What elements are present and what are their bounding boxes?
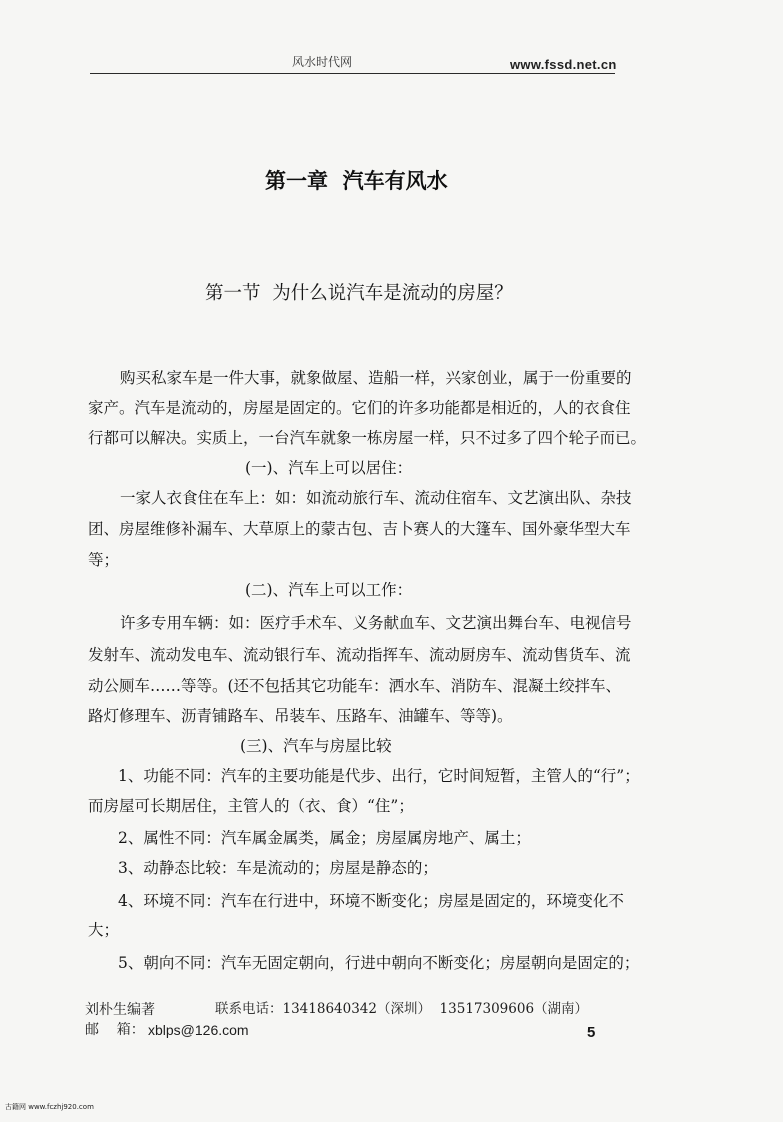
- comparison-item-5: 5、朝向不同：汽车无固定朝向，行进中朝向不断变化；房屋朝向是固定的；: [118, 954, 640, 972]
- working-line-1: 许多专用车辆：如：医疗手术车、义务献血车、文艺演出舞台车、电视信号: [120, 614, 632, 632]
- header-site-name: 风水时代网: [292, 55, 353, 69]
- subheading-comparison: (三)、汽车与房屋比较: [240, 737, 392, 755]
- working-line-4: 路灯修理车、沥青铺路车、吊装车、压路车、油罐车、等等)。: [88, 707, 513, 725]
- comparison-item-1-line-1: 1、功能不同：汽车的主要功能是代步、出行，它时间短暂，主管人的“行”；: [118, 767, 640, 785]
- comparison-item-3: 3、动静态比较：车是流动的；房屋是静态的；: [118, 859, 438, 877]
- subheading-living: (一)、汽车上可以居住：: [245, 459, 413, 477]
- comparison-item-2: 2、属性不同：汽车属金属类，属金；房屋属房地产、属土；: [118, 829, 531, 847]
- header-url: www.fssd.net.cn: [510, 57, 617, 72]
- footer-contact: 联系电话：13418640342（深圳） 13517309606（湖南）: [215, 1001, 589, 1017]
- living-line-1: 一家人衣食住在车上：如：如流动旅行车、流动住宿车、文艺演出队、杂技: [120, 489, 632, 507]
- living-line-3: 等；: [88, 551, 120, 569]
- footer-email-label: 邮 箱：: [85, 1022, 145, 1038]
- subheading-working: (二)、汽车上可以工作：: [245, 581, 413, 599]
- intro-line-1: 购买私家车是一件大事，就象做屋、造船一样，兴家创业，属于一份重要的: [120, 369, 632, 387]
- comparison-item-4-line-2: 大；: [88, 921, 120, 939]
- comparison-item-1-line-2: 而房屋可长期居住，主管人的（衣、食）“住”；: [88, 797, 414, 815]
- working-line-3: 动公厕车……等等。(还不包括其它功能车：洒水车、消防车、混凝土绞拌车、: [88, 677, 622, 695]
- footer-email: xblps@126.com: [148, 1022, 249, 1038]
- chapter-title: 第一章 汽车有风水: [265, 169, 448, 193]
- comparison-item-4-line-1: 4、环境不同：汽车在行进中，环境不断变化；房屋是固定的，环境变化不: [118, 892, 624, 910]
- watermark-text: 古籍网 www.fczhj920.com: [5, 1103, 94, 1111]
- header-divider: [90, 73, 615, 74]
- intro-line-3: 行都可以解决。实质上，一台汽车就象一栋房屋一样，只不过多了四个轮子而已。: [88, 429, 647, 447]
- page-number: 5: [587, 1024, 596, 1041]
- footer-author: 刘朴生编著: [85, 1002, 155, 1018]
- intro-line-2: 家产。汽车是流动的，房屋是固定的。它们的许多功能都是相近的，人的衣食住: [88, 399, 631, 417]
- living-line-2: 团、房屋维修补漏车、大草原上的蒙古包、吉卜赛人的大篷车、国外豪华型大车: [88, 520, 631, 538]
- section-title: 第一节 为什么说汽车是流动的房屋？: [205, 283, 513, 304]
- working-line-2: 发射车、流动发电车、流动银行车、流动指挥车、流动厨房车、流动售货车、流: [88, 646, 631, 664]
